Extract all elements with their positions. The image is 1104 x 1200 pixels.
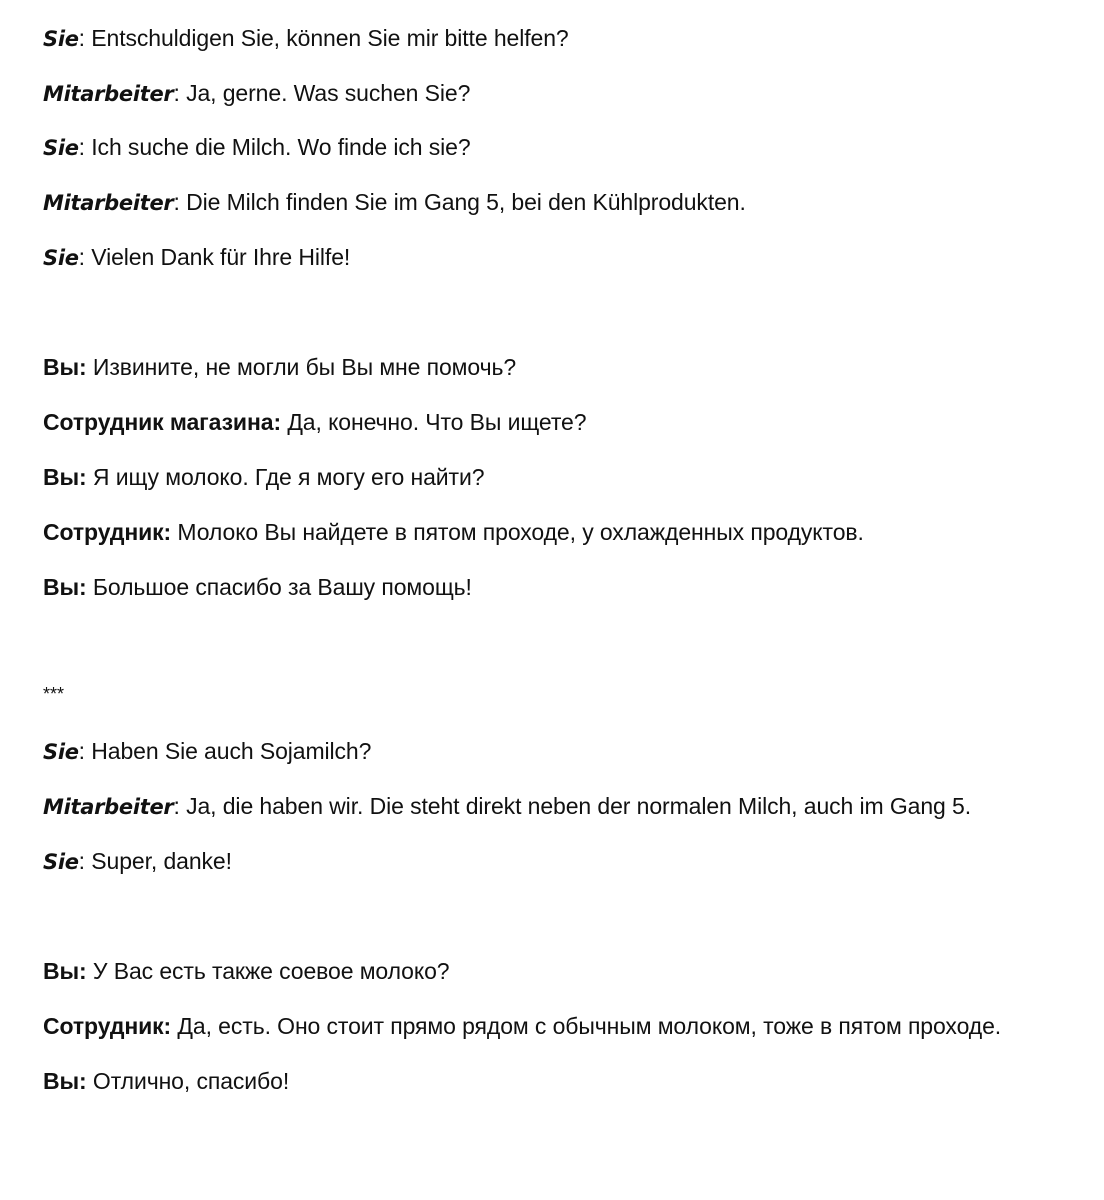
speaker-label: Mitarbeiter — [43, 82, 174, 106]
speaker-colon: : — [173, 80, 180, 106]
line-text: Да, конечно. Что Вы ищете? — [281, 409, 587, 435]
speaker-label: Sie — [43, 136, 79, 160]
russian-line — [43, 462, 484, 492]
line-text: Ja, die haben wir. Die steht direkt neben der normalen Milch, auch im Gang 5. — [179, 793, 972, 819]
line-text: Отлично, спасибо! — [86, 1068, 290, 1094]
russian-line — [43, 517, 864, 547]
russian-line — [43, 1011, 1001, 1041]
german-line — [43, 736, 371, 767]
speaker-label: Сотрудник: — [43, 1013, 172, 1039]
speaker-label: Вы: — [43, 1068, 87, 1094]
line-text: Die Milch finden Sie im Gang 5, bei den Kühlprodukten. — [179, 189, 746, 215]
german-line — [43, 791, 971, 822]
russian-line — [43, 352, 516, 382]
speaker-label: Сотрудник: — [43, 519, 172, 545]
russian-line — [43, 1066, 289, 1096]
speaker-label: Sie — [43, 740, 79, 764]
german-line — [43, 846, 232, 877]
line-text: Да, есть. Оно стоит прямо рядом с обычным молоком, тоже в пятом проходе. — [171, 1013, 1002, 1039]
speaker-label: Вы: — [43, 958, 87, 984]
line-text: Entschuldigen Sie, können Sie mir bitte helfen? — [84, 25, 569, 51]
speaker-colon: : — [173, 793, 180, 819]
speaker-label: Sie — [43, 850, 79, 874]
speaker-colon: : — [78, 134, 85, 160]
line-text: Haben Sie auch Sojamilch? — [84, 738, 372, 764]
line-text: Большое спасибо за Вашу помощь! — [86, 574, 472, 600]
german-line — [43, 187, 746, 218]
speaker-colon: : — [78, 738, 85, 764]
line-text: У Вас есть также соевое молоко? — [86, 958, 450, 984]
line-text: Извините, не могли бы Вы мне помочь? — [86, 354, 517, 380]
section-separator: *** — [43, 684, 65, 704]
speaker-label: Sie — [43, 246, 79, 270]
line-text: Я ищу молоко. Где я могу его найти? — [86, 464, 485, 490]
line-text: Super, danke! — [84, 848, 232, 874]
speaker-label: Вы: — [43, 464, 87, 490]
speaker-colon: : — [78, 244, 85, 270]
speaker-colon: : — [78, 848, 85, 874]
line-text: Молоко Вы найдете в пятом проходе, у охлажденных продуктов. — [171, 519, 864, 545]
russian-line — [43, 572, 472, 602]
german-line — [43, 132, 471, 163]
speaker-label: Mitarbeiter — [43, 795, 174, 819]
line-text: Ja, gerne. Was suchen Sie? — [179, 80, 471, 106]
line-text: Vielen Dank für Ihre Hilfe! — [84, 244, 351, 270]
speaker-label: Mitarbeiter — [43, 191, 174, 215]
russian-line — [43, 407, 586, 437]
german-line — [43, 78, 470, 109]
speaker-colon: : — [78, 25, 85, 51]
speaker-label: Сотрудник магазина: — [43, 409, 282, 435]
speaker-colon: : — [173, 189, 180, 215]
line-text: Ich suche die Milch. Wo finde ich sie? — [84, 134, 471, 160]
speaker-label: Sie — [43, 27, 79, 51]
german-line — [43, 242, 350, 273]
german-line — [43, 23, 569, 54]
speaker-label: Вы: — [43, 354, 87, 380]
russian-line — [43, 956, 449, 986]
speaker-label: Вы: — [43, 574, 87, 600]
